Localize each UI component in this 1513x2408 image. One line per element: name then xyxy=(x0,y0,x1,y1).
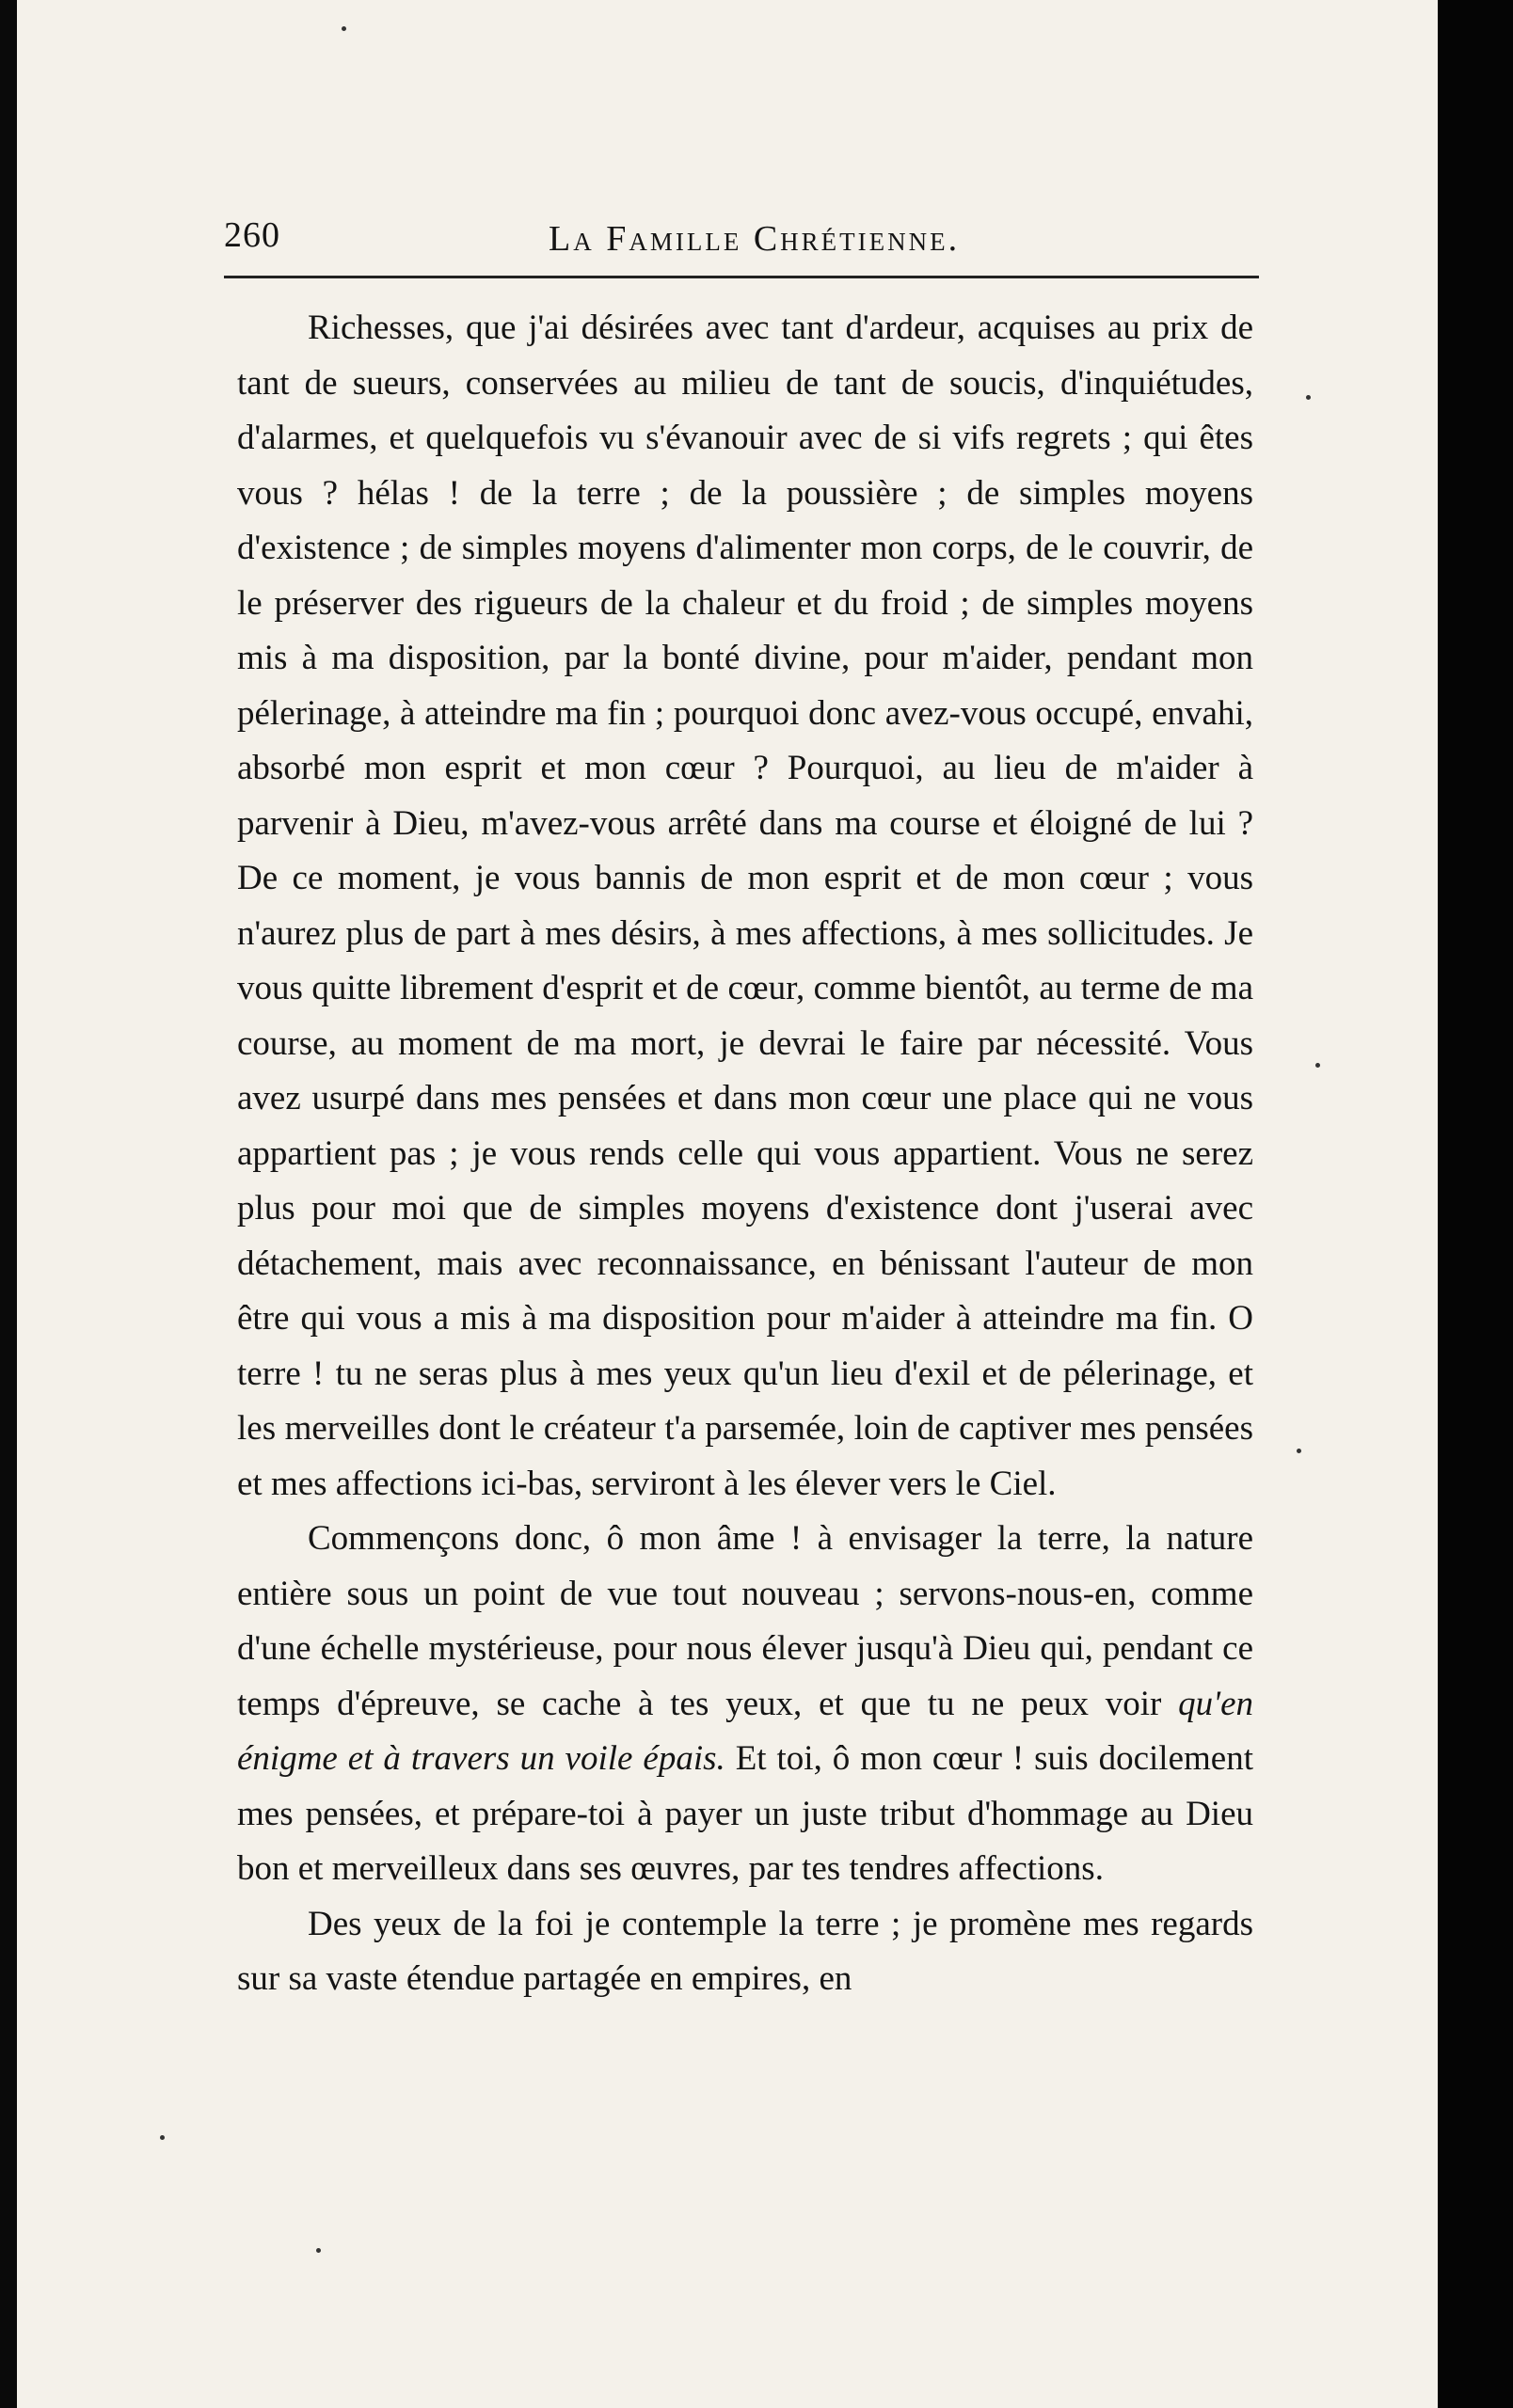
scan-speck xyxy=(1315,1063,1320,1068)
page-header xyxy=(224,214,1240,271)
scan-speck xyxy=(1306,395,1311,400)
scan-speck xyxy=(316,2248,321,2253)
paragraph-2-text-b: Et toi, ô mon cœur ! suis docilement mes pensées, et prépare-toi à payer un juste tribut d'hommage au Dieu bon et merveilleux dans ses œuvres, par tes tendres affections. xyxy=(237,1739,1253,1888)
paragraph-3: Des yeux de la foi je contemple la terre ; je promène mes regards sur sa vaste étendue partagée en empires, en xyxy=(237,1904,1253,1998)
scan-speck xyxy=(160,2135,165,2140)
paragraph-1: Richesses, que j'ai désirées avec tant d'ardeur, acquises au prix de tant de sueurs, conservées au milieu de tant de soucis, d'inquiétudes, d'alarmes, et quelquefois vu s'évanouir avec de si vifs regrets ; qui êtes vous ? hélas ! de la terre ; de la poussière ; de simples moyens d'existence ; de simples moyens d'alimenter mon corps, de le couvrir, de le préserver des rigueurs de la chaleur et du froid ; de simples moyens mis à ma disposition, par la bonté divine, pour m'aider, pendant mon pélerinage, à atteindre ma fin ; pourquoi donc avez-vous occupé, envahi, absorbé mon esprit et mon cœur ? Pourquoi, au lieu de m'aider à parvenir à Dieu, m'avez-vous arrêté dans ma course et éloigné de lui ? De ce moment, je vous bannis de mon esprit et de mon cœur ; vous n'aurez plus de part à mes désirs, à mes affections, à mes sollicitudes. Je vous quitte librement d'esprit et de cœur, comme bientôt, au terme de ma course, au moment de ma mort, je devrai le faire par nécessité. Vous avez usurpé dans mes pensées et dans mon cœur une place qui ne vous appartient pas ; je vous rends celle qui vous appartient. Vous ne serez plus pour moi que de simples moyens d'existence dont j'userai avec détachement, mais avec reconnaissance, en bénissant l'auteur de mon être qui vous a mis à ma disposition pour m'aider à atteindre ma fin. O terre ! tu ne seras plus à mes yeux qu'un lieu d'exil et de pélerinage, et les merveilles dont le créateur t'a parsemée, loin de captiver mes pensées et mes affections ici-bas, serviront à les élever vers le Ciel. xyxy=(237,309,1253,1503)
body-text xyxy=(237,301,1253,2007)
running-title: La Famille Chrétienne. xyxy=(549,219,961,259)
paragraph-2-text-a: Commençons donc, ô mon âme ! à envisager la terre, la nature entière sous un point de vue tout nouveau ; servons-nous-en, comme d'une échelle mystérieuse, pour nous élever jusqu'à Dieu qui, pendant ce temps d'épreuve, se cache à tes yeux, et que tu ne peux voir xyxy=(237,1519,1253,1723)
paragraph-2-italic: qu'en énigme et à travers un voile épais. xyxy=(237,1684,1253,1778)
scan-right-border xyxy=(1438,0,1513,2408)
scan-left-border xyxy=(0,0,17,2408)
scan-speck xyxy=(342,26,346,31)
page-number: 260 xyxy=(224,215,280,255)
header-rule xyxy=(224,276,1259,278)
scan-speck xyxy=(1297,1449,1301,1453)
paragraph-2 xyxy=(237,1512,1253,1897)
